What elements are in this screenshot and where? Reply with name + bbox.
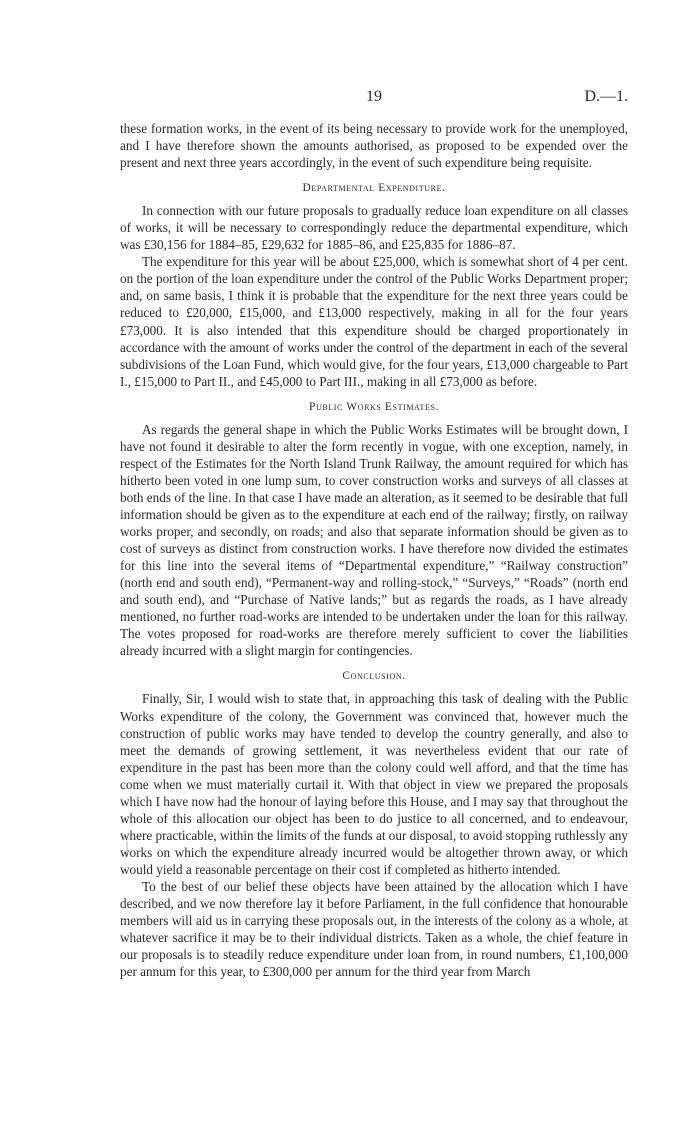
heading-conclusion: Conclusion.	[342, 670, 406, 683]
heading-departmental-expenditure: Departmental Expenditure.	[302, 182, 446, 195]
paragraph-loan-reduction: In connection with our future proposals to gradually reduce loan expenditure on all classes of works, it will be necessary to correspondingly reduce the departmental expenditure, which was £30,156 for 1884–85, £29,632 for 1885–86, and £25,835 for 1886–87.	[120, 203, 628, 253]
page-header	[120, 88, 628, 108]
paragraph-estimates-shape: As regards the general shape in which the Public Works Estimates will be brought down, I have not found it desirable to alter the form recently in vogue, with one exception, namely, in respect of the Estimates for the North Island Trunk Railway, the amount required for which has hitherto been voted in one lump sum, to cover construction works and surveys of all classes at both ends of the line. In that case I have made an alteration, as it seemed to be desirable that full information should be given as to the expenditure at each end of the railway; firstly, on railway works proper, and secondly, on roads; and also that separate information should be given as to cost of surveys as distinct from construction works. I have therefore now divided the estimates for this line into the several items of “Departmental expenditure,” “Railway construction” (north end and south end), “Permanent-way and rolling-stock,” “Surveys,” “Roads” (north end and south end), and “Purchase of Native lands;” but as regards the roads, as I have already mentioned, no further road-works are intended to be undertaken under the loan for this railway. The votes proposed for road-works are therefore merely sufficient to cover the liabilities already incurred with a slight margin for contingencies.	[120, 421, 628, 659]
paragraph-formation-works: these formation works, in the event of its being necessary to provide work for the unemployed, and I have therefore shown the amounts authorised, as proposed to be expended over the present and next three years accordingly, in the event of such expenditure being requisite.	[120, 121, 628, 171]
paragraph-best-of-belief: To the best of our belief these objects have been attained by the allocation which I have described, and we now therefore lay it before Parliament, in the full confidence that honourable members will aid us in carrying these proposals out, in the interests of the colony as a whole, at whatever sacrifice it may be to their individual districts. Taken as a whole, the chief feature in our proposals is to steadily reduce expenditure under loan from, in round numbers, £1,100,000 per annum for this year, to £300,000 per annum for the third year from March	[120, 878, 628, 980]
body-text	[120, 120, 628, 980]
paragraph-expenditure-this-year: The expenditure for this year will be about £25,000, which is somewhat short of 4 per cent. on the portion of the loan expenditure under the control of the Public Works Department proper; and, on same basis, I think it is probable that the expenditure for the next three years could be reduced to £20,000, £15,000, and £13,000 respectively, making in all for the four years £73,000. It is also intended that this expenditure should be charged proportionately in accordance with the amount of works under the control of the department in each of the several subdivisions of the Loan Fund, which would give, for the four years, £13,000 chargeable to Part I., £15,000 to Part II., and £45,000 to Part III., making in all £73,000 as before.	[120, 254, 628, 389]
paragraph-finally: Finally, Sir, I would wish to state that, in approaching this task of dealing with the Public Works expenditure of the colony, the Government was convinced that, however much the construction of public works may have tended to develop the country generally, and also to meet the demands of growing settlement, it was nevertheless evident that our rate of expenditure in the past has been more than the colony could well afford, and that the time has come when we must materially curtail it. With that object in view we prepared the proposals which I have now had the honour of laying before this House, and I may say that throughout the whole of this allocation our object has been to do justice to all concerned, and to endeavour, where practicable, within the limits of the funds at our disposal, to avoid stopping ruthlessly any works on which the expenditure already incurred would be altogether thrown away, or which would yield a reasonable percentage on their cost if completed as hitherto intended.	[120, 691, 628, 877]
heading-public-works-estimates: Public Works Estimates.	[308, 400, 440, 413]
page-number: 19	[366, 88, 382, 105]
document-reference: D.—1.	[584, 88, 628, 105]
